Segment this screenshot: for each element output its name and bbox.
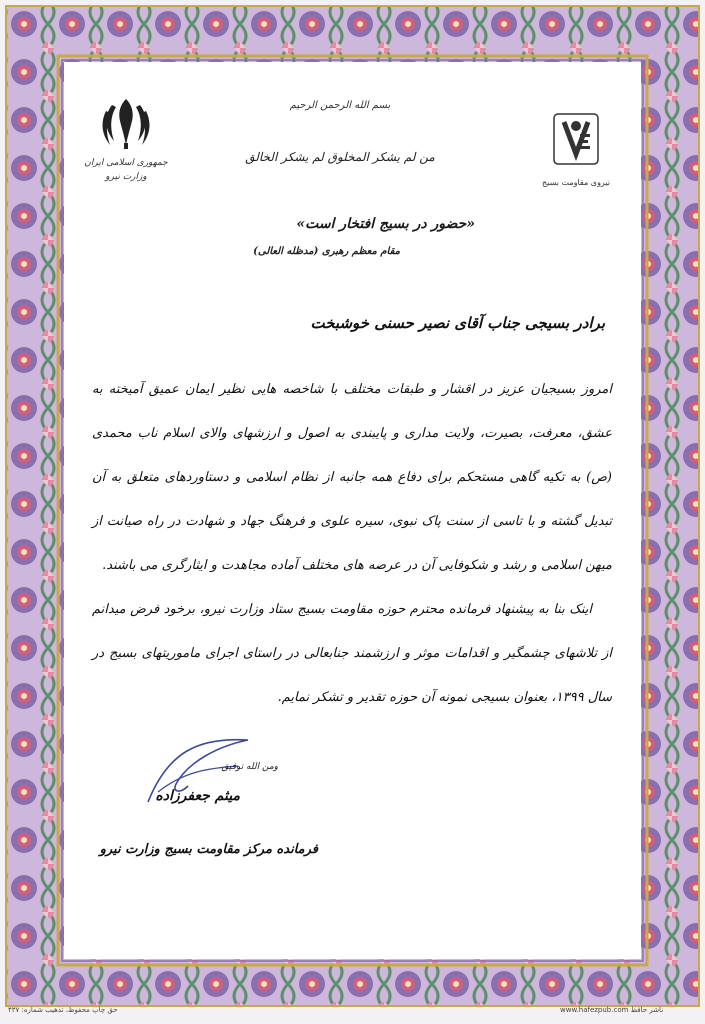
signature-invocation: ومن الله توفیق: [221, 762, 278, 772]
emblem-caption-country: جمهوری اسلامی ایران: [84, 158, 168, 168]
signatory-title: فرمانده مرکز مقاومت بسیج وزارت نیرو: [99, 842, 318, 857]
footer-publisher: www.hafezpub.com ناشر حافظ: [560, 1006, 664, 1014]
basmala-heading: بسم الله الرحمن الرحیم: [289, 100, 391, 111]
header-hadith-quote: من لم یشکر المخلوق لم یشکر الخالق: [245, 150, 435, 164]
letter-body: [92, 368, 612, 720]
iran-emblem-icon: [100, 95, 152, 151]
leader-quote: «حضور در بسیج افتخار است»: [296, 216, 475, 232]
signatory-name: میثم جعفرزاده: [155, 788, 240, 804]
irgc-basij-emblem-icon: [548, 110, 604, 172]
leader-quote-source: مقام معظم رهبری (مدظله العالی): [253, 246, 400, 257]
emblem-caption-ministry: وزارت نیرو: [105, 172, 147, 182]
basij-emblem-caption: نیروی مقاومت بسیج: [542, 178, 610, 187]
letter-paragraph: امروز بسیجیان عزیز در اقشار و طبقات مختلف با شاخصه هایی نظیر ایمان عمیق آمیخته به عشق، معرفت، بصیرت، ولایت مداری و پایبندی به اصول و ارزشهای والای اسلام ناب محمدی (ص) به تکیه گاهی مستحکم برای دفاع همه جانبه از نظام اسلامی و دستاوردهای متعلق به آن تبدیل گشته و با تاسی از سنت پاک نبوی، سیره علوی و فرهنگ جهاد و شهادت در راه صیانت از میهن اسلامی و رشد و شکوفایی آن در عرصه های مختلف آماده مجاهدت و ایثارگری می باشند.: [92, 382, 612, 573]
letter-paragraph: اینک بنا به پیشنهاد فرمانده محترم حوزه مقاومت بسیج ستاد وزارت نیرو، برخود فرض میدانم از تلاشهای چشمگیر و اقدامات موثر و ارزشمند جنابعالی در راستای اجرای ماموریتهای بسیج در سال ۱۳۹۹، بعنوان بسیجی نمونه آن حوزه تقدیر و تشکر نمایم.: [92, 602, 612, 705]
recipient-line: برادر بسیجی جناب آقای نصیر حسنی خوشبخت: [310, 314, 605, 332]
footer-print-note: حق چاپ محفوظ، تذهیب شماره: ۴۳۷: [8, 1006, 118, 1014]
